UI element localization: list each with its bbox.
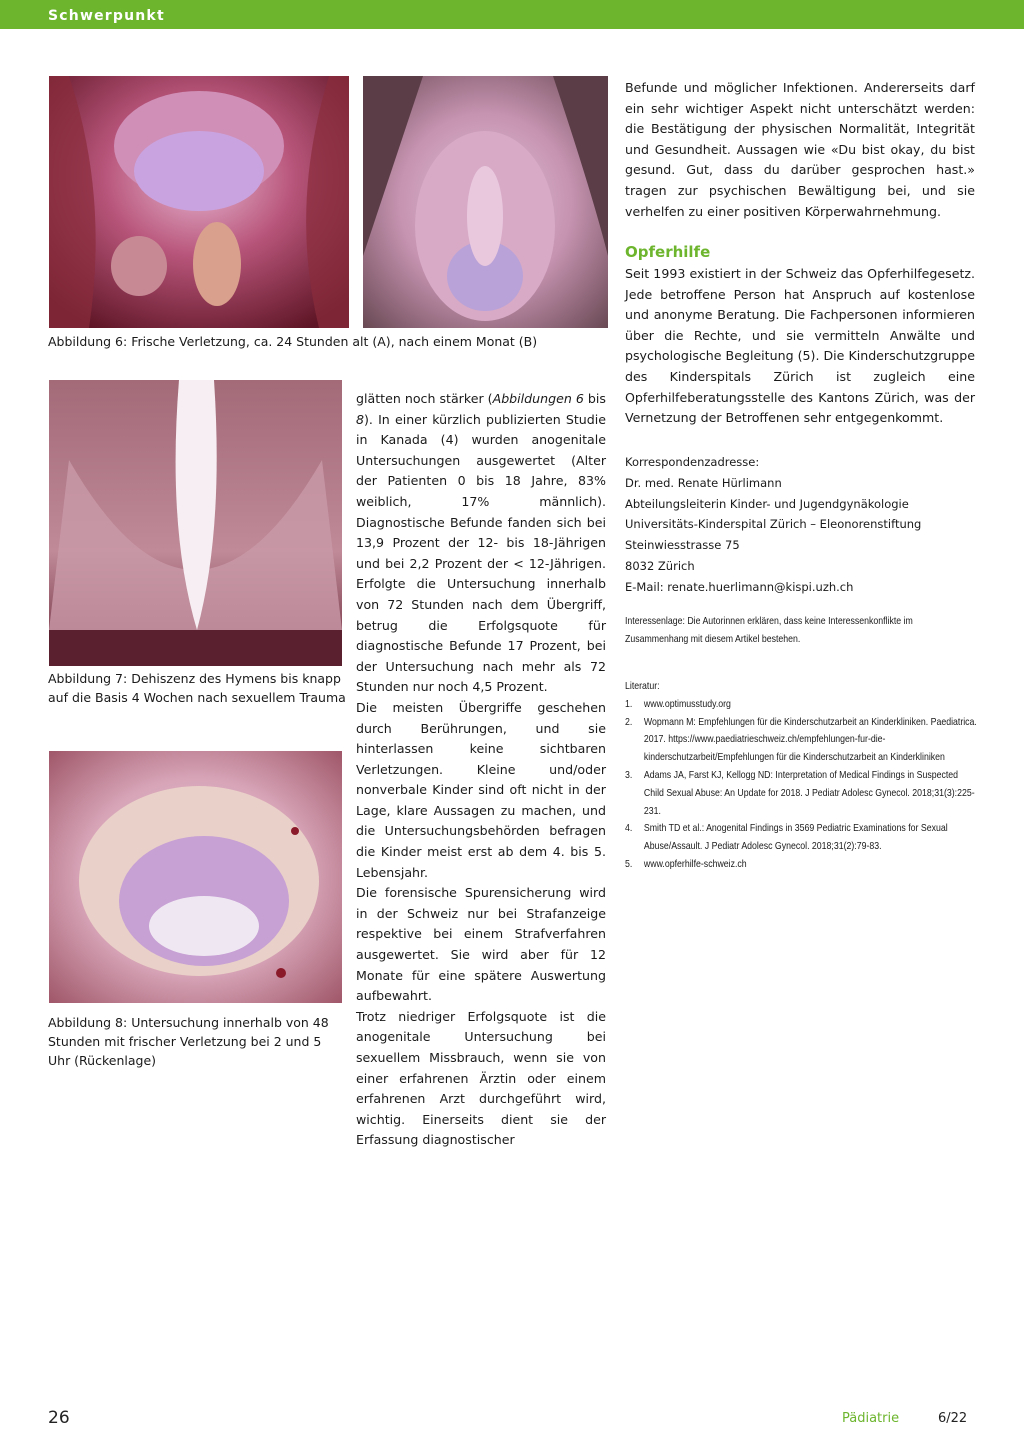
address-line: Steinwiesstrasse 75 [625,538,740,553]
address-line: 8032 Zürich [625,558,695,573]
section-title: Schwerpunkt [48,8,165,24]
body-column-right [625,78,975,222]
address-email: E-Mail: renate.huerlimann@kispi.uzh.ch [625,579,854,594]
address-line: Universitäts-Kinderspital Zürich – Eleonorenstiftung [625,517,922,532]
paragraph: Trotz niedriger Erfolgsquote ist die anogenitale Untersuchung bei sexuellem Missbrauch, wenn sie von einer erfahrenen Ärztin oder einem erfahrenen Arzt durchgeführt wird, wichtig. Einerseits dient sie der Erfassung diagnostischer [356,1008,606,1148]
figure-8-photo [49,751,342,1003]
section-heading: Opferhilfe [625,243,711,261]
paragraph: glätten noch stärker (Abbildungen 6 bis 8). In einer kürzlich publizierten Studie in Kanada (4) wurden anogenitale Untersuchungen ausgewertet (Alter der Patienten 0 bis 18 Jahre, 83% weiblich, 17% männlich). Diagnostische Befunde fanden sich bei 13,9 Prozent der 12- bis 18-Jährigen und bei 2,2 Prozent der < 12-Jährigen. Erfolgte die Untersuchung innerhalb von 72 Stunden nach dem Übergriff, betrug die Erfolgsquote für diagnostische Befunde 17 Prozent, bei der Untersuchung nach mehr als 72 Stunden nur noch 4,5 Prozent. [356,391,606,695]
references-label: Literatur: [625,681,660,692]
paragraph: Befunde und möglicher Infektionen. Andererseits darf ein sehr wichtiger Aspekt nicht unterschätzt werden: die Bestätigung der physischen Normalität, Integrität und Gesundheit. Aussagen wie «Du bist okay, du bist gesund. Gut, dass du darüber gesprochen hast.» tragen zur psychischen Bewältigung bei, und sie verhelfen zu einer positiven Körperwahrnehmung. [625,80,975,219]
figure-6a-photo [49,76,349,328]
figure-6b-photo [363,76,608,328]
journal-name: Pädiatrie [842,1411,900,1426]
reference-item: 1. www.optimusstudy.org [625,698,731,710]
reference-item: 2. Wopmann M: Empfehlungen für die Kinderschutzarbeit an Kinderkliniken. Paediatrica. 2017. https://www.paediatrieschweiz.ch/empfehlungen-fur-die-kinderschutzarbeit/Empfehlungen für die Kinderschutzarbeit an Kinderkliniken [625,716,977,764]
address-label: Korrespondenzadresse: [625,455,760,469]
figure-7-caption: Abbildung 7: Dehiszenz des Hymens bis knapp auf die Basis 4 Wochen nach sexuellem Trauma [48,671,346,705]
references [625,678,978,874]
body-column-middle [356,389,606,1151]
conflict-of-interest-note: Interessenlage: Die Autorinnen erklären, dass keine Interessenkonflikte im Zusammenhang mit diesem Artikel bestehen. [625,616,913,645]
paragraph: Die forensische Spurensicherung wird in der Schweiz nur bei Strafanzeige respektive bei einem Strafverfahren ausgewertet. Sie wird aber für 12 Monate für eine spätere Auswertung aufbewahrt. [356,885,606,1004]
figure-7-photo [49,380,342,666]
header-bar [0,0,1024,29]
paragraph: Seit 1993 existiert in der Schweiz das Opferhilfegesetz. Jede betroffene Person hat Anspruch auf kostenlose und anonyme Beratung. Die Fachpersonen informieren über die Rechte, und sie vermitteln Anwälte und psychologische Begleitung (5). Die Kinderschutzgruppe des Kinderspitals Zürich ist zugleich eine Opferhilfeberatungsstelle des Kantons Zürich, was der Vernetzung der Betroffenen sehr entgegenkommt. [625,266,975,426]
address-line: Abteilungsleiterin Kinder- und Jugendgynäkologie [625,496,909,511]
figure-8-caption: Abbildung 8: Untersuchung innerhalb von 48 Stunden mit frischer Verletzung bei 2 und 5 Uhr (Rückenlage) [48,1015,329,1068]
figure-6-caption: Abbildung 6: Frische Verletzung, ca. 24 Stunden alt (A), nach einem Monat (B) [48,334,538,349]
reference-item: 5. www.opferhilfe-schweiz.ch [625,858,747,870]
reference-item: 3. Adams JA, Farst KJ, Kellogg ND: Interpretation of Medical Findings in Suspected Child Sexual Abuse: An Update for 2018. J Pediatr Adolesc Gynecol. 2018;31(3):225-231. [625,769,975,817]
paragraph: Die meisten Übergriffe geschehen durch Berührungen, und sie hinterlassen keine sichtbaren Verletzungen. Kleine und/oder nonverbale Kinder sind oft nicht in der Lage, klare Aussagen zu machen, und die Untersuchungsbehörden befragen die Kinder meist erst ab dem 4. bis 5. Lebensjahr. [356,699,606,880]
body-column-right-2 [625,264,975,429]
reference-item: 4. Smith TD et al.: Anogenital Findings in 3569 Pediatric Examinations for Sexual Abuse/Assault. J Pediatr Adolesc Gynecol. 2018;31(2):79-83. [625,823,948,853]
address-line: Dr. med. Renate Hürlimann [625,475,782,490]
page-number: 26 [48,1408,70,1428]
issue-number: 6/22 [938,1411,968,1426]
correspondence-address [625,452,921,598]
